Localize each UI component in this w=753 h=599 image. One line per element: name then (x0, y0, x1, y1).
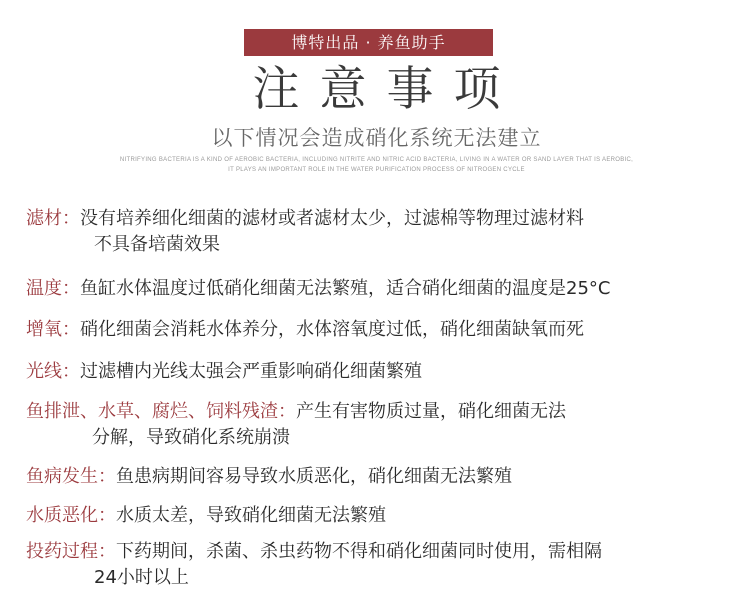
notice-text-continued: 不具备培菌效果 (94, 234, 220, 255)
notice-text: 鱼患病期间容易导致水质恶化，硝化细菌无法繁殖 (116, 466, 512, 487)
notice-label: 光线： (26, 361, 80, 382)
notice-text: 没有培养细化细菌的滤材或者滤材太少，过滤棉等物理过滤材料 (80, 208, 584, 229)
notice-text: 过滤槽内光线太强会严重影响硝化细菌繁殖 (80, 361, 422, 382)
notice-text-continued: 24小时以上 (94, 567, 189, 588)
notice-label: 温度： (26, 278, 80, 299)
notice-item-waste (26, 399, 566, 451)
brand-banner: 博特出品 · 养鱼助手 (244, 29, 493, 56)
notice-text: 下药期间，杀菌、杀虫药物不得和硝化细菌同时使用，需相隔 (116, 541, 602, 562)
notice-item-medication (26, 539, 602, 591)
notice-label: 投药过程： (26, 541, 116, 562)
notice-text: 硝化细菌会消耗水体养分，水体溶氧度过低，硝化细菌缺氧而死 (80, 319, 584, 340)
notice-item-light (26, 359, 422, 385)
notice-item-fish-disease (26, 464, 512, 490)
notice-label: 增氧： (26, 319, 80, 340)
notice-item-oxygen (26, 317, 584, 343)
notice-label: 鱼排泄、水草、腐烂、饲料残渣： (26, 401, 296, 422)
page-subtitle: 以下情况会造成硝化系统无法建立 (211, 126, 542, 150)
notice-label: 水质恶化： (26, 505, 116, 526)
notice-text: 产生有害物质过量，硝化细菌无法 (296, 401, 566, 422)
notice-label: 滤材： (26, 208, 80, 229)
notice-item-filter-media (26, 206, 584, 258)
notice-text: 水质太差，导致硝化细菌无法繁殖 (116, 505, 386, 526)
fine-print (60, 155, 693, 175)
notice-text: 鱼缸水体温度过低硝化细菌无法繁殖，适合硝化细菌的温度是25°C (80, 278, 611, 299)
notice-item-water-quality (26, 503, 386, 529)
notice-item-temperature (26, 276, 610, 302)
fine-print-line: NITRIFYING BACTERIA IS A KIND OF AEROBIC BACTERIA, INCLUDING NITRITE AND NITRIC ACID BACTERIA, LIVING IN A WATER OR SAND LAYER THAT IS AEROBIC, (119, 157, 634, 163)
fine-print-line: IT PLAYS AN IMPORTANT ROLE IN THE WATER PURIFICATION PROCESS OF NITROGEN CYCLE (228, 167, 525, 173)
page-title: 注意事项 (252, 62, 521, 117)
notice-label: 鱼病发生： (26, 466, 116, 487)
notice-text-continued: 分解，导致硝化系统崩溃 (92, 427, 290, 448)
